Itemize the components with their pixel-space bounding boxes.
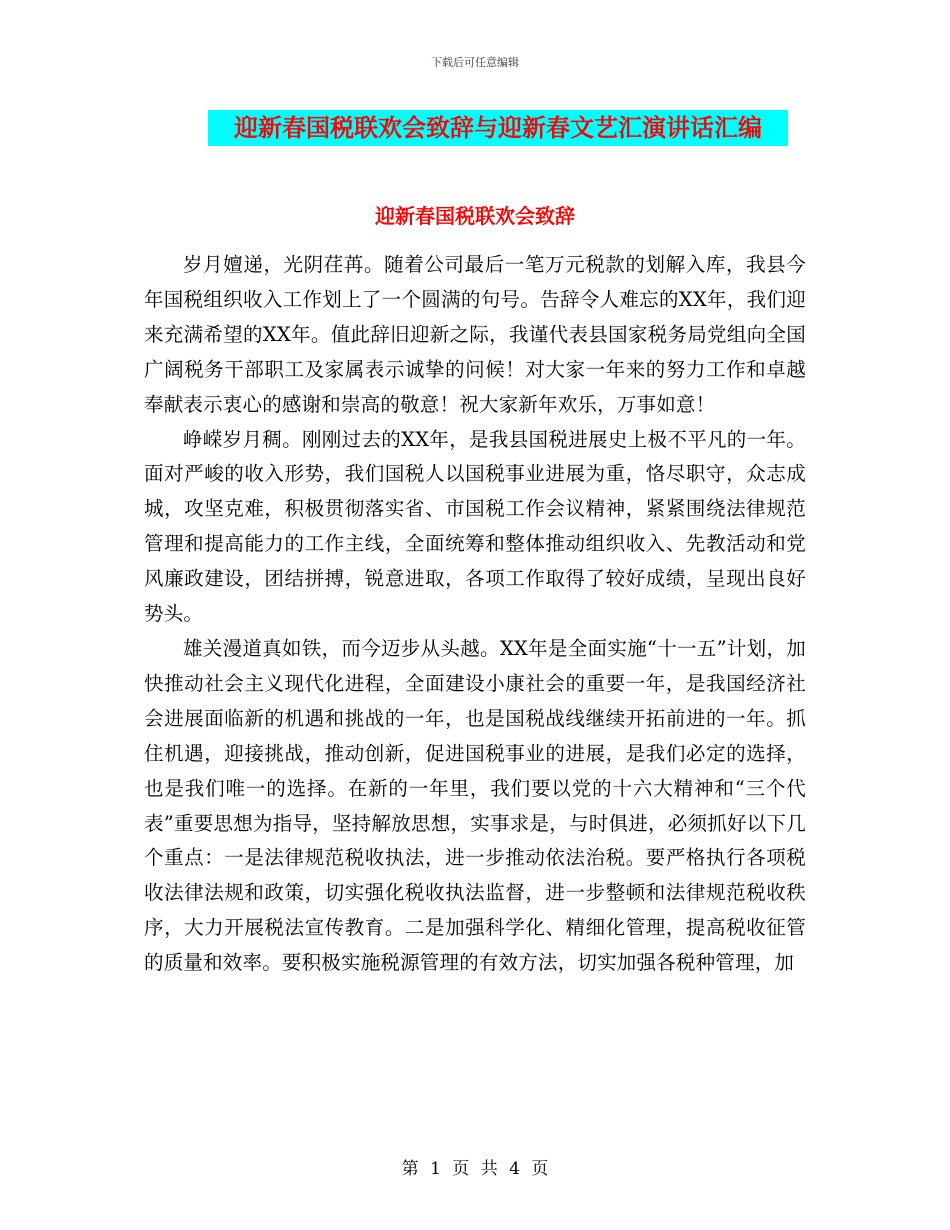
paragraph-3: 雄关漫道真如铁，而今迈步从头越。XX年是全面实施“十一五”计划，加快推动社会主义现代化进程，全面建设小康社会的重要一年，是我国经济社会进展面临新的机遇和挑战的一年，也是国税战线继续开拓前进的一年。抓住机遇，迎接挑战，推动创新，促进国税事业的进展，是我们必定的选择，也是我们唯一的选择。在新的一年里，我们要以党的十六大精神和“三个代表”重要思想为指导，坚持解放思想，实事求是，与时俱进，必须抓好以下几个重点：一是法律规范税收执法，进一步推动依法治税。要严格执行各项税收法律法规和政策，切实强化税收执法监督，进一步整顿和法律规范税收秩序，大力开展税法宣传教育。二是加强科学化、精细化管理，提高税收征管的质量和效率。要积极实施税源管理的有效方法，切实加强各税种管理，加 (144, 636, 806, 975)
page-number: 第 1 页 共 4 页 (401, 1159, 549, 1179)
header-note: 下载后可任意编辑 (431, 56, 519, 69)
main-title-highlight (208, 110, 788, 146)
paragraph-2: 峥嵘岁月稠。刚刚过去的XX年，是我县国税进展史上极不平凡的一年。面对严峻的收入形势，我们国税人以国税事业进展为重，恪尽职守，众志成城，攻坚克难，积极贯彻落实省、市国税工作会议精神，紧紧围绕法律规范管理和提高能力的工作主线，全面统筹和整体推动组织收入、先教活动和党风廉政建设，团结拼搏，锐意进取，各项工作取得了较好成绩，呈现出良好势头。 (144, 427, 806, 626)
body-text (144, 248, 806, 981)
paragraph-1: 岁月嬗递，光阴荏苒。随着公司最后一笔万元税款的划解入库，我县今年国税组织收入工作划上了一个圆满的句号。告辞令人难忘的XX年，我们迎来充满希望的XX年。值此辞旧迎新之际，我谨代表县国家税务局党组向全国广阔税务干部职工及家属表示诚挚的问候！对大家一年来的努力工作和卓越奉献表示衷心的感谢和崇高的敬意！祝大家新年欢乐，万事如意！ (144, 253, 806, 416)
sub-title: 迎新春国税联欢会致辞 (375, 204, 575, 228)
main-title: 迎新春国税联欢会致辞与迎新春文艺汇演讲话汇编 (234, 114, 762, 142)
